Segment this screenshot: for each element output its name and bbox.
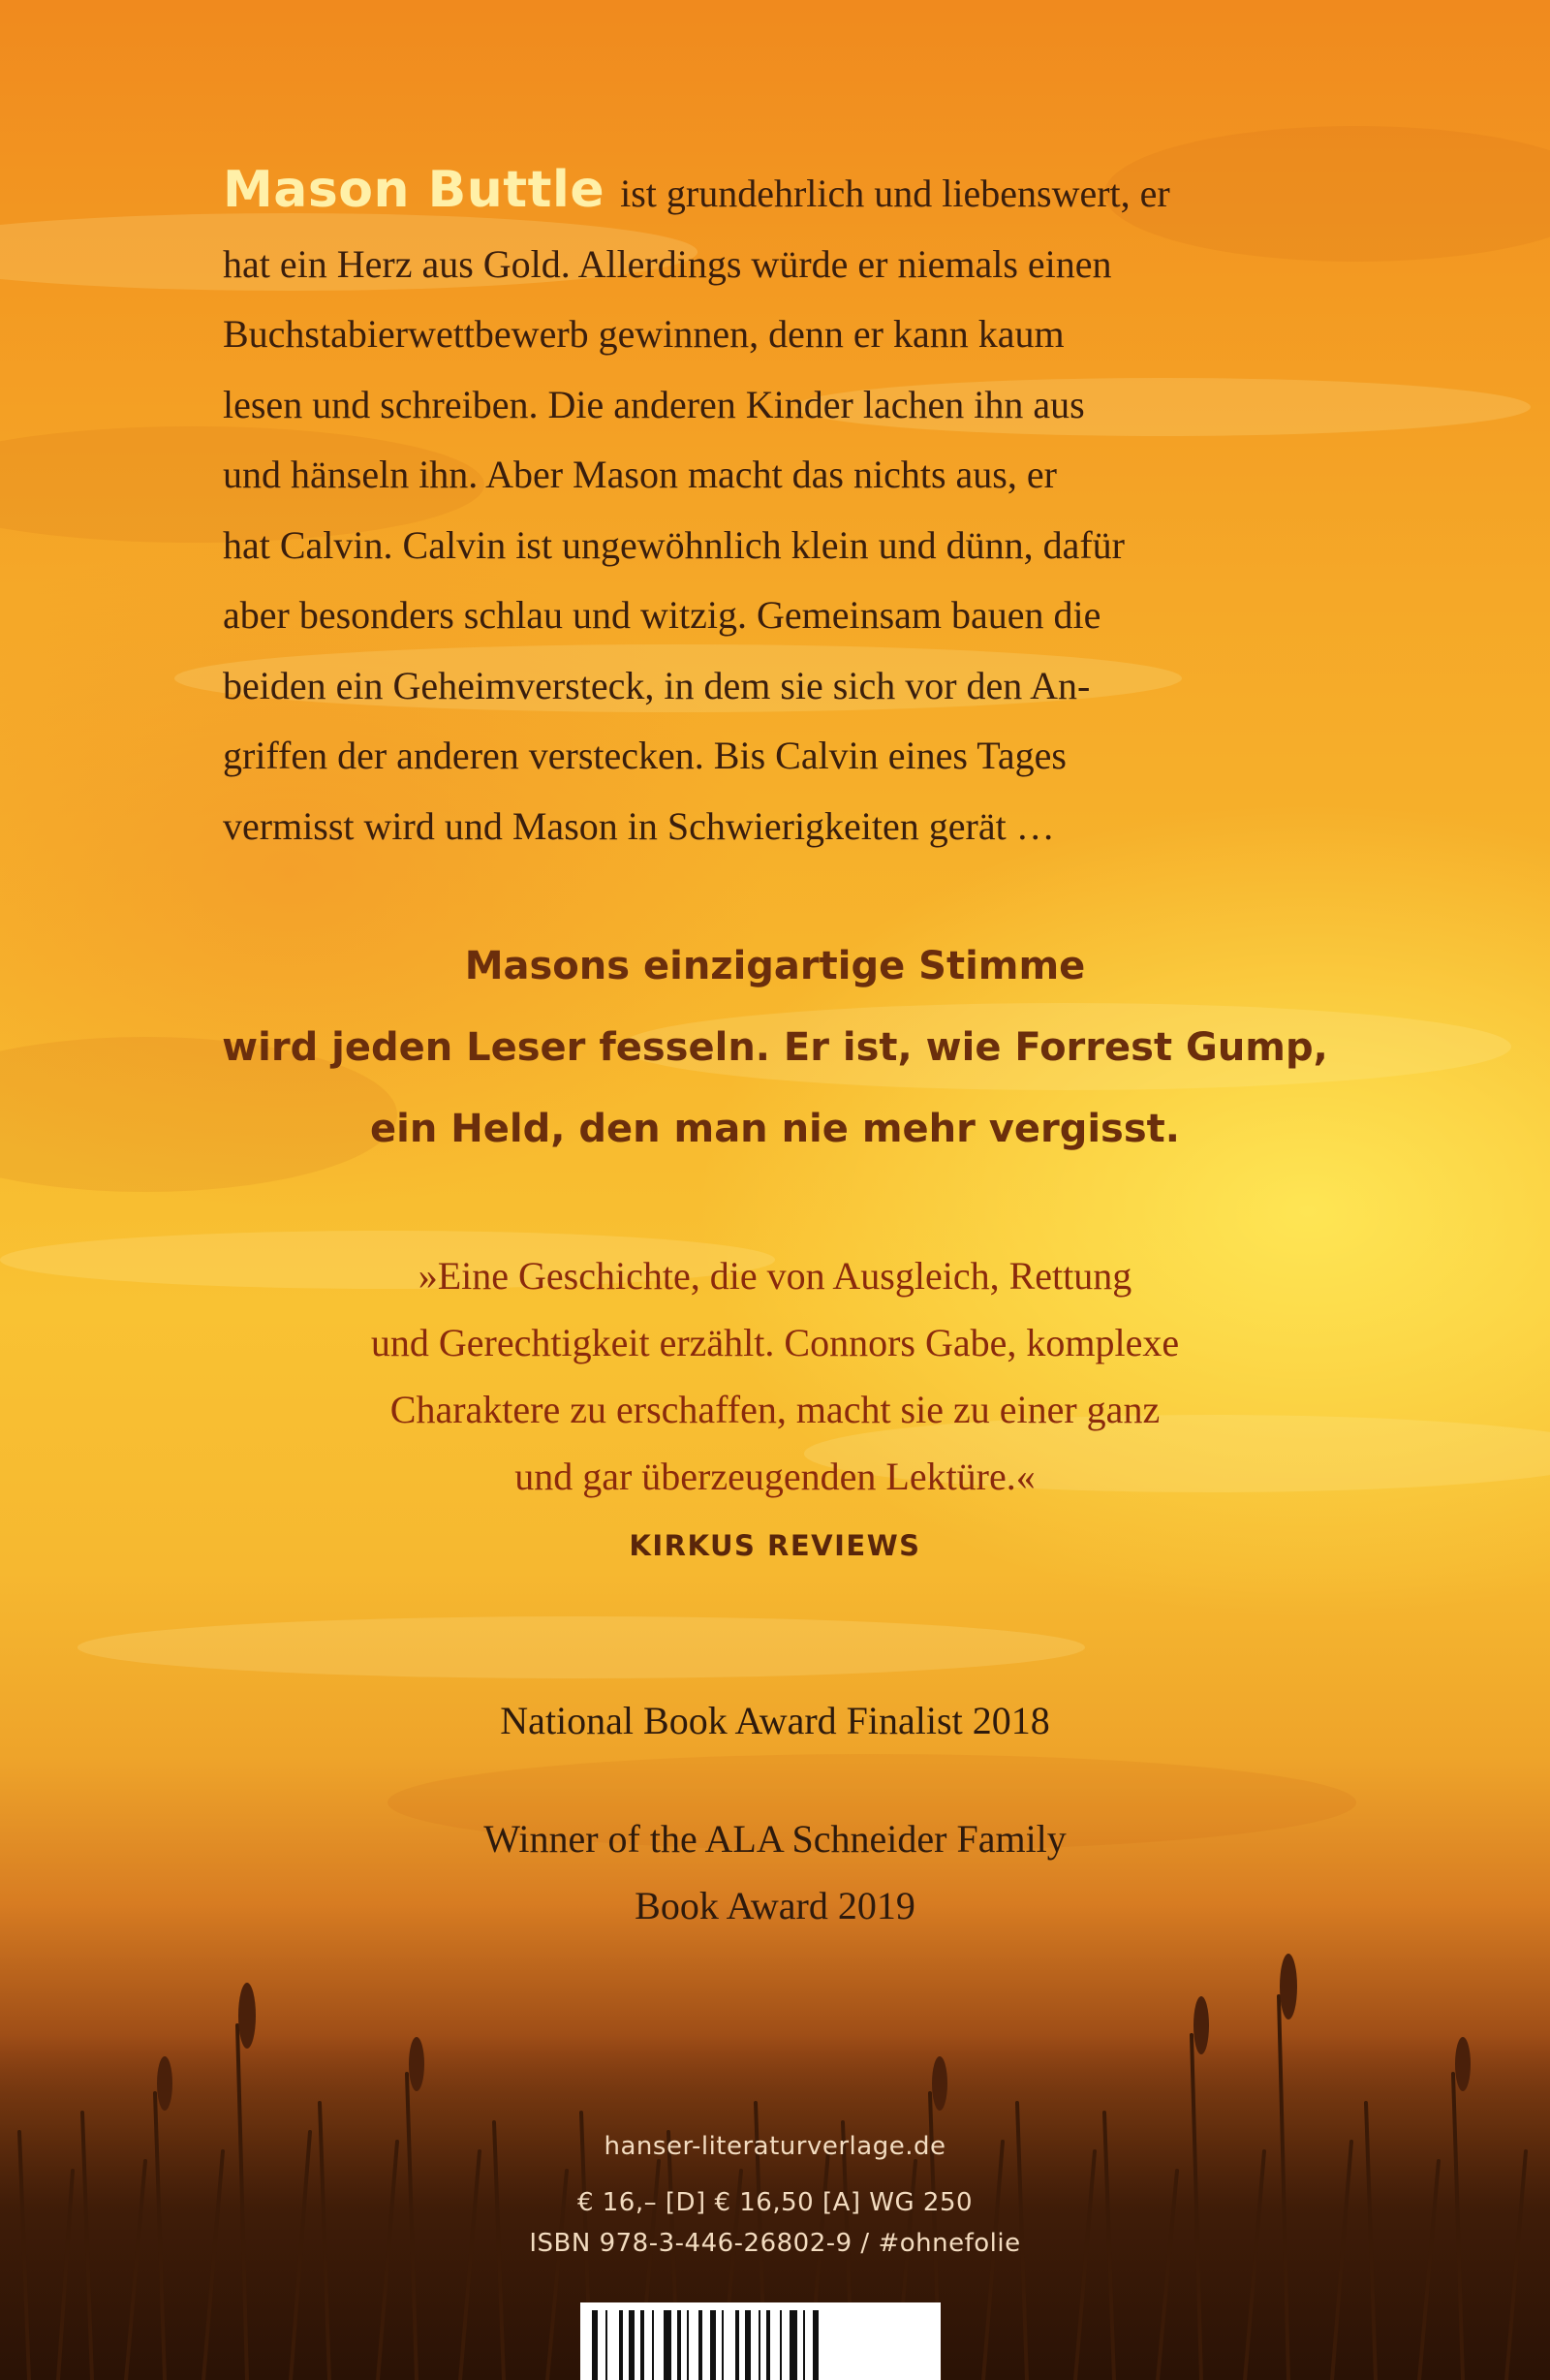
price-info: € 16,– [D] € 16,50 [A] WG 250	[576, 2188, 974, 2217]
blurb-line: vermisst wird und Mason in Schwierigkeiten gerät …	[223, 803, 1055, 848]
barcode-bar	[677, 2310, 681, 2380]
barcode-bar	[790, 2310, 797, 2380]
barcode-bar	[619, 2310, 623, 2380]
quote-line: Charaktere zu erschaffen, macht sie zu einer ganz	[389, 1388, 1161, 1431]
barcode-bar	[780, 2310, 782, 2380]
blurb-line: ist grundehrlich und liebenswert, er	[620, 172, 1170, 215]
barcode-bar	[664, 2310, 671, 2380]
tagline	[194, 925, 1356, 1170]
barcode-bar	[722, 2310, 724, 2380]
blurb-line: hat Calvin. Calvin ist ungewöhnlich klein und dünn, dafür	[223, 522, 1125, 567]
award-winner-line: Winner of the ALA Schneider Family	[483, 1817, 1067, 1861]
blurb-line: aber besonders schlau und witzig. Gemeinsam bauen die	[223, 593, 1101, 637]
protagonist-name: Mason Buttle	[223, 161, 605, 219]
blurb-line: Buchstabierwettbewerb gewinnen, denn er kann kaum	[223, 312, 1065, 356]
isbn-info: ISBN 978-3-446-26802-9 / #ohnefolie	[529, 2229, 1021, 2258]
tagline-line: Masons einzigartige Stimme	[464, 944, 1086, 988]
barcode-bar	[629, 2310, 635, 2380]
tagline-line: ein Held, den man nie mehr vergisst.	[370, 1107, 1180, 1151]
quote-line: und gar überzeugenden Lektüre.«	[514, 1455, 1036, 1498]
quote-line: und Gerechtigkeit erzählt. Connors Gabe, komplexe	[370, 1321, 1180, 1364]
barcode-bar	[652, 2310, 654, 2380]
blurb-line: beiden ein Geheimversteck, in dem sie sich vor den An-	[223, 663, 1091, 707]
award-winner-line: Book Award 2019	[635, 1884, 915, 1927]
review-quote	[242, 1242, 1308, 1510]
description-blurb	[223, 155, 1347, 861]
barcode-bar	[710, 2310, 716, 2380]
quote-line: »Eine Geschichte, die von Ausgleich, Rettung	[418, 1254, 1132, 1298]
blurb-line: lesen und schreiben. Die anderen Kinder lachen ihn aus	[223, 382, 1085, 426]
review-source: KIRKUS REVIEWS	[629, 1529, 921, 1562]
barcode	[580, 2302, 941, 2380]
barcode-bar	[745, 2310, 751, 2380]
barcode-bar	[687, 2310, 689, 2380]
publisher-website: hanser-literaturverlage.de	[604, 2132, 946, 2161]
barcode-bar	[592, 2310, 598, 2380]
blurb-line: griffen der anderen verstecken. Bis Calvin eines Tages	[223, 734, 1067, 777]
barcode-bar	[803, 2310, 805, 2380]
barcode-bar	[759, 2310, 760, 2380]
blurb-line: hat ein Herz aus Gold. Allerdings würde er niemals einen	[223, 241, 1112, 286]
award-finalist: National Book Award Finalist 2018	[500, 1699, 1050, 1742]
tagline-line: wird jeden Leser fesseln. Er ist, wie Forrest Gump,	[222, 1025, 1328, 1070]
barcode-bar	[640, 2310, 644, 2380]
barcode-bar	[605, 2310, 607, 2380]
barcode-bar	[766, 2310, 770, 2380]
barcode-bar	[735, 2310, 739, 2380]
blurb-line: und hänseln ihn. Aber Mason macht das nichts aus, er	[223, 453, 1057, 496]
award-winner	[291, 1805, 1259, 1939]
barcode-bar	[813, 2310, 819, 2380]
barcode-bar	[698, 2310, 702, 2380]
